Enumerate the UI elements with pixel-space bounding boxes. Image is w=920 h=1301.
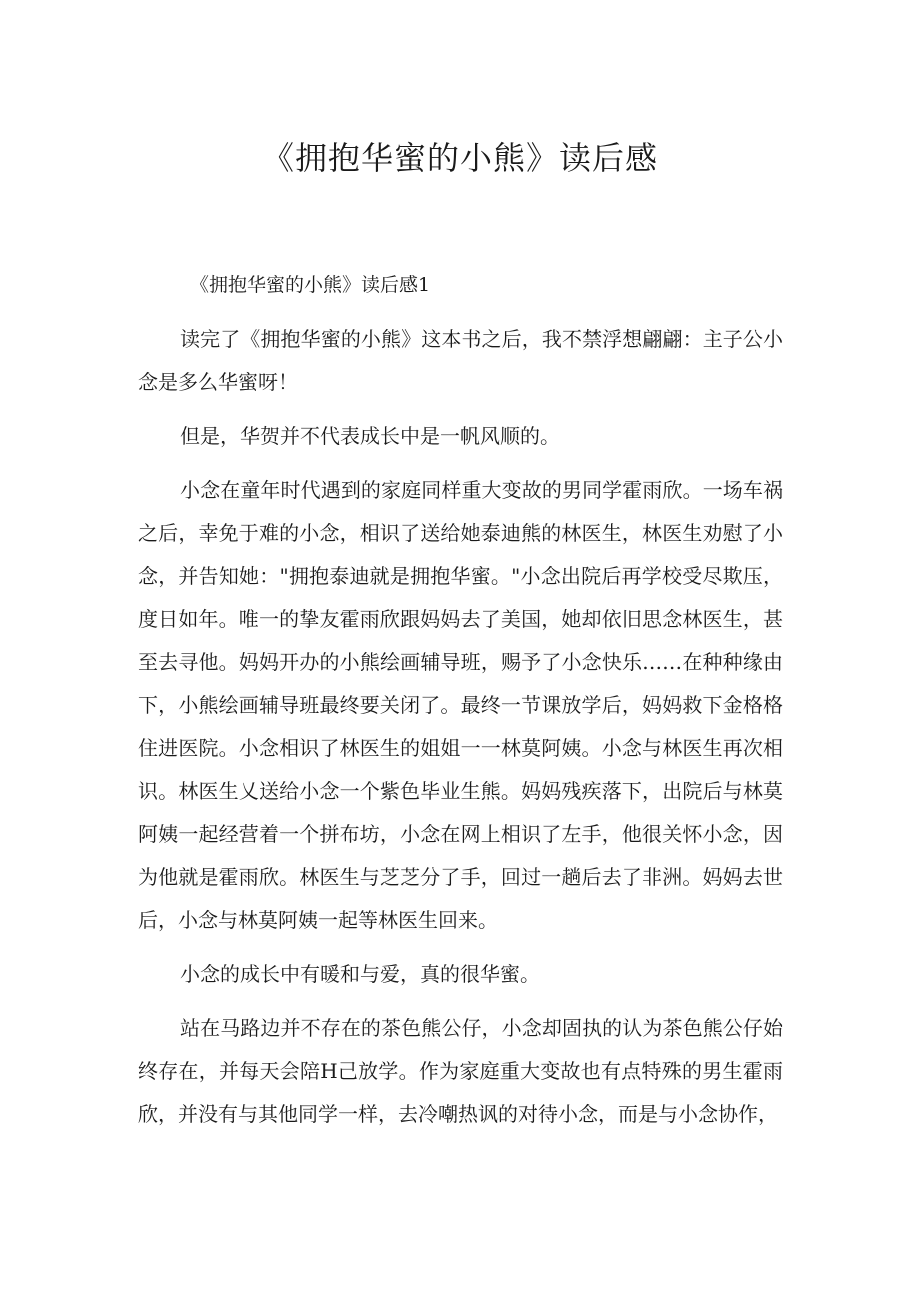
paragraph-4: 小念的成长中有暖和与爱，真的很华蜜。 (180, 962, 540, 986)
paragraph-5: 站在马路边并不存在的茶色熊公仔，小念却固执的认为茶色熊公仔始终存在，并每天会陪H己放学。作为家庭重大变故也有点特殊的男生霍雨欣，并没有与其他同学一样，去冷嘲热讽的对待小念，而是与小念协作， (138, 1016, 783, 1126)
document-body (138, 264, 783, 1136)
section-heading: 《拥抱华蜜的小熊》读后感1 (190, 274, 431, 296)
paragraph-1: 读完了《拥抱华蜜的小熊》这本书之后，我不禁浮想翩翩：主子公小念是多么华蜜呀！ (138, 327, 783, 394)
paragraph-2: 但是，华贺并不代表成长中是一帆风顺的。 (180, 424, 560, 448)
paragraph-3: 小念在童年时代遇到的家庭同样重大变故的男同学霍雨欣。一场车祸之后，幸免于难的小念，相识了送给她泰迪熊的林医生，林医生劝慰了小念，并告知她："拥抱泰迪就是拥抱华蜜。"小念出院后再学校受尽欺压，度日如年。唯一的挚友霍雨欣跟妈妈去了美国，她却依旧思念林医生，甚至去寻他。妈妈开办的小熊绘画辅导班，赐予了小念快乐……在种种缘由下，小熊绘画辅导班最终要关闭了。最终一节课放学后，妈妈救下金格格住进医院。小念相识了林医生的姐姐一一林莫阿姨。小念与林医生再次相识。林医生乂送给小念一个紫色毕业生熊。妈妈残疾落下，出院后与林莫阿姨一起经营着一个拼布坊，小念在网上相识了左手，他很关怀小念，因为他就是霍雨欣。林医生与芝芝分了手，回过一趟后去了非洲。妈妈去世后，小念与林莫阿姨一起等林医生回来。 (138, 478, 783, 932)
document-title: 《拥抱华蜜的小熊》读后感 (261, 139, 658, 177)
